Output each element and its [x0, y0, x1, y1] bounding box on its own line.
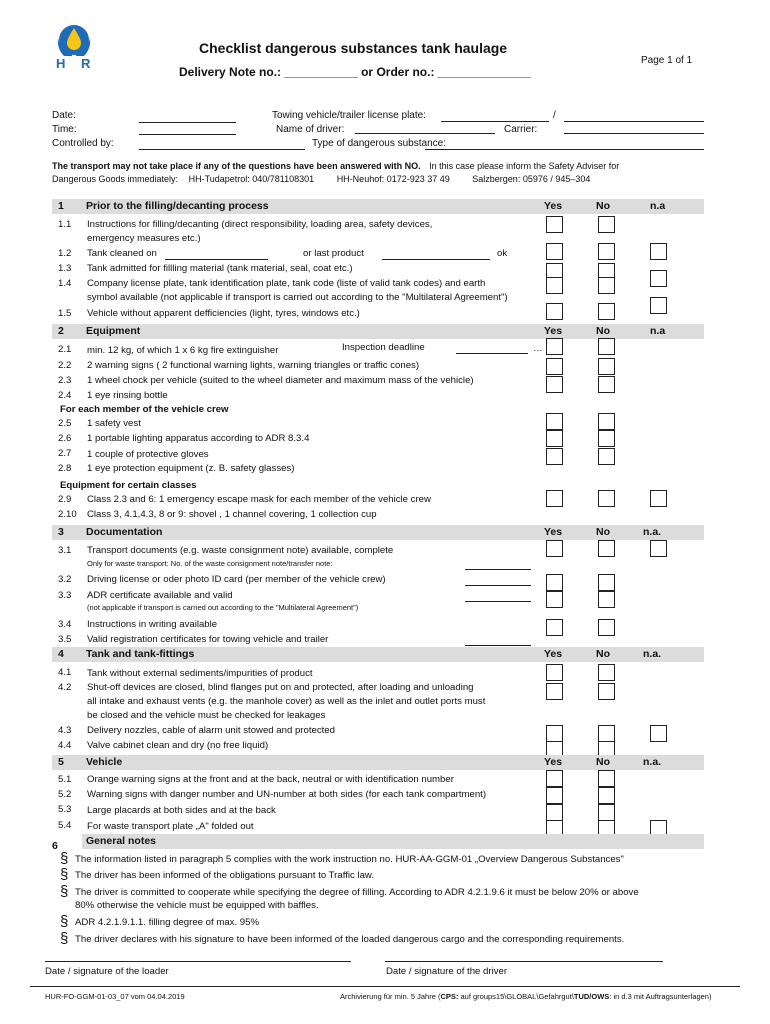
- row-num: 3.2: [58, 574, 72, 585]
- note-2: The driver has been informed of the obligations pursuant to Traffic law.: [75, 870, 374, 881]
- section-6-number: 6: [52, 840, 58, 852]
- row-num: 2.2: [58, 360, 72, 371]
- waste-consignment-field[interactable]: [465, 569, 531, 570]
- paragraph-icon: §: [60, 866, 69, 883]
- col-no: No: [596, 200, 610, 212]
- row-num: 1.3: [58, 263, 72, 274]
- tank-cleaned-field[interactable]: [165, 259, 268, 260]
- row-text: emergency measures etc.): [87, 233, 201, 244]
- note-1: The information listed in paragraph 5 complies with the work instruction no. HUR-AA-GGM-01 „Overview Dangerous Substances": [75, 854, 624, 865]
- checkbox-no[interactable]: [598, 725, 615, 742]
- checkbox-yes[interactable]: [546, 804, 563, 821]
- checkbox-yes[interactable]: [546, 574, 563, 591]
- classes-subheading: Equipment for certain classes: [60, 480, 197, 491]
- row-text: Tank without external sediments/impurities of product: [87, 668, 313, 679]
- footer-divider: [30, 986, 740, 987]
- loader-signature-field[interactable]: [45, 961, 351, 962]
- row-text: Class 2.3 and 6: 1 emergency escape mask for each member of the vehicle crew: [87, 494, 431, 505]
- section-4-number: 4: [58, 648, 64, 660]
- checkbox-yes[interactable]: [546, 770, 563, 787]
- section-2-header: [52, 324, 704, 339]
- logo-text: H R: [56, 56, 97, 71]
- towing-label: Towing vehicle/trailer license plate:: [272, 110, 426, 121]
- row-num: 2.5: [58, 418, 72, 429]
- warning-line-2: [52, 174, 590, 184]
- row-text: ADR certificate available and valid: [87, 590, 233, 601]
- row-num: 4.3: [58, 725, 72, 736]
- row-text: be closed and the vehicle must be checked for leakages: [87, 710, 326, 721]
- section-3-header: [52, 525, 704, 540]
- row-num: 2.4: [58, 390, 72, 401]
- checkbox-yes[interactable]: [546, 277, 563, 294]
- row-text: 1 portable lighting apparatus according to ADR 8.3.4: [87, 433, 310, 444]
- checkbox-no[interactable]: [598, 770, 615, 787]
- checkbox-yes[interactable]: [546, 338, 563, 355]
- driver-signature-label: Date / signature of the driver: [386, 966, 508, 977]
- row-text: Large placards at both sides and at the back: [87, 805, 276, 816]
- warning-contact-salzbergen: Salzbergen: 05976 / 945–304: [472, 174, 591, 184]
- checkbox-na[interactable]: [650, 490, 667, 507]
- substance-label: Type of dangerous substance:: [312, 138, 446, 149]
- section-3-title: Documentation: [86, 526, 163, 538]
- checkbox-yes[interactable]: [546, 303, 563, 320]
- page-number: Page 1 of 1: [641, 55, 693, 66]
- row-num: 4.4: [58, 740, 72, 751]
- delivery-note-line: Delivery Note no.: ___________ or Order no.: ______________: [179, 65, 532, 79]
- waste-note: Only for waste transport: No. of the waste consignment note/transfer note:: [87, 559, 333, 568]
- checkbox-yes[interactable]: [546, 243, 563, 260]
- row-num: 1.5: [58, 308, 72, 319]
- col-na: n.a.: [643, 756, 662, 768]
- row-num: 2.7: [58, 448, 72, 459]
- section-1-number: 1: [58, 200, 64, 212]
- trailer-plate-field[interactable]: [564, 121, 704, 122]
- adr-note: (not applicable if transport is carried out according to the "Multilateral Agreement"): [87, 603, 359, 612]
- row-num: 4.1: [58, 667, 72, 678]
- row-text: Valve cabinet clean and dry (no free liquid): [87, 740, 269, 751]
- checkbox-no[interactable]: [598, 413, 615, 430]
- row-num: 3.4: [58, 619, 72, 630]
- row-text: Instructions in writing available: [87, 619, 218, 630]
- row-text: symbol available (not applicable if transport is carried out according to the "Multilateral Agreement"): [87, 292, 508, 303]
- last-product-field[interactable]: [382, 259, 490, 260]
- col-na: n.a.: [643, 648, 662, 660]
- carrier-label: Carrier:: [504, 124, 538, 135]
- note-5: The driver declares with his signature to have been informed of the loaded dangerous cargo and the corresponding requirements.: [75, 934, 625, 945]
- checkbox-yes[interactable]: [546, 787, 563, 804]
- loader-signature-label: Date / signature of the loader: [45, 966, 169, 977]
- checkbox-no[interactable]: [598, 540, 615, 557]
- company-logo: [52, 22, 96, 70]
- checkbox-no[interactable]: [598, 664, 615, 681]
- row-text: Driving license or oder photo ID card (per member of the vehicle crew): [87, 574, 386, 585]
- row-num: 1.4: [58, 278, 72, 289]
- row-text: Instructions for filling/decanting (direct responsibility, loading area, safety devices,: [87, 219, 433, 230]
- row-text: Tank admitted for fillling material (tank material, seal, coat etc.): [87, 263, 353, 274]
- driver-field[interactable]: [355, 133, 495, 134]
- section-2-title: Equipment: [86, 325, 141, 337]
- controlled-by-field[interactable]: [139, 149, 305, 150]
- checkbox-no[interactable]: [598, 338, 615, 355]
- towing-plate-field[interactable]: [441, 121, 549, 122]
- row-num: 1.2: [58, 248, 72, 259]
- row-num: 5.3: [58, 804, 72, 815]
- row-text: Class 3, 4.1,4.3, 8 or 9: shovel , 1 channel covering, 1 collection cup: [87, 509, 377, 520]
- checkbox-no[interactable]: [598, 430, 615, 447]
- row-text: For waste transport plate „A" folded out: [87, 821, 254, 832]
- checkbox-yes[interactable]: [546, 725, 563, 742]
- col-na: n.a: [650, 200, 666, 212]
- section-6-title: General notes: [86, 835, 157, 847]
- checkbox-no[interactable]: [598, 591, 615, 608]
- checkbox-na[interactable]: [650, 540, 667, 557]
- row-text: ok: [497, 248, 508, 259]
- row-num: 2.8: [58, 463, 72, 474]
- col-na: n.a: [650, 325, 666, 337]
- row-text: Delivery nozzles, cable of alarm unit stowed and protected: [87, 725, 335, 736]
- section-4-header: [52, 647, 704, 662]
- paragraph-icon: §: [60, 850, 69, 867]
- section-5-header: [52, 755, 704, 770]
- section-2-number: 2: [58, 325, 64, 337]
- checkbox-no[interactable]: [598, 243, 615, 260]
- row-text: Shut-off devices are closed, blind flanges put on and protected, after loading and unloading: [87, 682, 474, 693]
- row-num: 1.1: [58, 219, 72, 230]
- row-text: Orange warning signs at the front and at the back, neutral or with identification number: [87, 774, 454, 785]
- paragraph-icon: §: [60, 913, 69, 930]
- footer-archive-b: CPS:: [440, 992, 459, 1001]
- checkbox-no[interactable]: [598, 303, 615, 320]
- note-3: The driver is committed to cooperate while specifying the degree of filling. According to ADR 4.2.1.9.6 it must be below 20% or above: [75, 887, 639, 898]
- checkbox-no[interactable]: [598, 787, 615, 804]
- row-num: 4.2: [58, 682, 72, 693]
- row-text: Valid registration certificates for towing vehicle and trailer: [87, 634, 329, 645]
- note-3-cont: 80% otherwise the vehicle must be equipped with baffles.: [75, 900, 319, 911]
- row-text: Transport documents (e.g. waste consignment note) available, complete: [87, 545, 394, 556]
- checkbox-no[interactable]: [598, 376, 615, 393]
- footer-archive-e: : in d.3 mit Auftragsunterlagen): [609, 992, 712, 1001]
- note-4: ADR 4.2.1.9.1.1. filling degree of max. 95%: [75, 917, 259, 928]
- checkbox-yes[interactable]: [546, 540, 563, 557]
- section-1-title: Prior to the filling/decanting process: [86, 200, 269, 212]
- checkbox-no[interactable]: [598, 574, 615, 591]
- checkbox-yes[interactable]: [546, 358, 563, 375]
- row-text: Inspection deadline: [342, 342, 425, 353]
- carrier-field[interactable]: [564, 133, 704, 134]
- col-yes: Yes: [544, 200, 563, 212]
- checkbox-yes[interactable]: [546, 490, 563, 507]
- checkbox-na[interactable]: [650, 243, 667, 260]
- warning-dg: Dangerous Goods immediately:: [52, 174, 179, 184]
- paragraph-icon: §: [60, 883, 69, 900]
- row-text: 1 couple of protective gloves: [87, 449, 209, 460]
- row-text: Company license plate, tank identification plate, tank code (liste of valid tank codes) and earth: [87, 278, 486, 289]
- section-3-number: 3: [58, 526, 64, 538]
- registration-field[interactable]: [465, 645, 531, 646]
- row-text: or last product: [303, 248, 364, 259]
- time-field[interactable]: [139, 134, 236, 135]
- checkbox-yes[interactable]: [546, 216, 563, 233]
- col-no: No: [596, 648, 610, 660]
- row-num: 2.1: [58, 344, 72, 355]
- row-num: 3.5: [58, 634, 72, 645]
- section-4-title: Tank and tank-fittings: [86, 648, 195, 660]
- warning-rest: In this case please inform the Safety Adviser for: [429, 161, 620, 171]
- col-yes: Yes: [544, 756, 563, 768]
- paragraph-icon: §: [60, 930, 69, 947]
- row-text: Vehicle without apparent defficiencies (light, tyres, windows etc.): [87, 308, 360, 319]
- row-num: 5.1: [58, 774, 72, 785]
- row-text: 1 wheel chock per vehicle (suited to the wheel diameter and maximum mass of the vehicle): [87, 375, 474, 386]
- document-title: Checklist dangerous substances tank haulage: [199, 40, 508, 56]
- checkbox-no[interactable]: [598, 448, 615, 465]
- section-6-header: [82, 834, 704, 849]
- checkbox-yes[interactable]: [546, 619, 563, 636]
- row-num: 2.9: [58, 494, 72, 505]
- checkbox-no[interactable]: [598, 216, 615, 233]
- footer-archive-d: TUD/OWS: [573, 992, 610, 1001]
- driving-license-field[interactable]: [465, 585, 531, 586]
- col-no: No: [596, 325, 610, 337]
- section-1-header: [52, 199, 704, 214]
- controlled-by-label: Controlled by:: [52, 138, 114, 149]
- row-text: Tank cleaned on: [87, 248, 157, 259]
- section-5-number: 5: [58, 756, 64, 768]
- row-text: all intake and exhaust vents (e.g. the manhole cover) as well as the inlet and outlet ports must: [87, 696, 486, 707]
- row-num: 3.1: [58, 545, 72, 556]
- inspection-deadline-field[interactable]: [456, 353, 528, 354]
- col-no: No: [596, 756, 610, 768]
- row-text: 1 safety vest: [87, 418, 141, 429]
- footer-archive-a: Archivierung für min. 5 Jahre (: [340, 992, 441, 1001]
- checkbox-no[interactable]: [598, 490, 615, 507]
- checkbox-yes[interactable]: [546, 591, 563, 608]
- footer-archive-note: [340, 992, 711, 1001]
- driver-signature-field[interactable]: [385, 961, 663, 962]
- checkbox-yes[interactable]: [546, 376, 563, 393]
- row-num: 2.3: [58, 375, 72, 386]
- date-field[interactable]: [139, 122, 236, 123]
- checkbox-yes[interactable]: [546, 413, 563, 430]
- col-yes: Yes: [544, 325, 563, 337]
- slash-separator: /: [553, 110, 556, 121]
- row-text: 2 warning signs ( 2 functional warning lights, warning triangles or traffic cones): [87, 360, 420, 371]
- col-yes: Yes: [544, 648, 563, 660]
- checkbox-yes[interactable]: [546, 683, 563, 700]
- row-text: min. 12 kg, of which 1 x 6 kg fire extinguisher: [87, 345, 279, 356]
- time-label: Time:: [52, 124, 77, 135]
- row-text: 1 eye protection equipment (z. B. safety glasses): [87, 463, 295, 474]
- row-num: 2.6: [58, 433, 72, 444]
- footer-form-id: HUR-FO-GGM-01-03_07 vom 04.04.2019: [45, 992, 185, 1001]
- driver-label: Name of driver:: [276, 124, 345, 135]
- row-num: 2.10: [58, 509, 77, 520]
- date-label: Date:: [52, 110, 76, 121]
- checkbox-no[interactable]: [598, 683, 615, 700]
- checkbox-no[interactable]: [598, 277, 615, 294]
- row-text: 1 eye rinsing bottle: [87, 390, 168, 401]
- checkbox-no[interactable]: [598, 804, 615, 821]
- warning-line-1: [52, 161, 619, 171]
- checkbox-na[interactable]: [650, 270, 667, 287]
- checkbox-no[interactable]: [598, 619, 615, 636]
- warning-contact-tudapetrol: HH-Tudapetrol: 040/781108301: [188, 174, 315, 184]
- col-na: n.a.: [643, 526, 662, 538]
- footer-archive-c: auf groups15\GLOBAL\Gefahrgut\: [458, 992, 574, 1001]
- section-5-title: Vehicle: [86, 756, 123, 768]
- row-num: 3.3: [58, 590, 72, 601]
- row-text: Warning signs with danger number and UN-number at both sides (for each tank compartment): [87, 789, 487, 800]
- col-yes: Yes: [544, 526, 563, 538]
- warning-bold: The transport may not take place if any of the questions have been answered with NO.: [52, 161, 421, 171]
- checkbox-na[interactable]: [650, 725, 667, 742]
- row-num: 5.2: [58, 789, 72, 800]
- row-text: …: [533, 343, 543, 354]
- checkbox-yes[interactable]: [546, 448, 563, 465]
- checkbox-yes[interactable]: [546, 430, 563, 447]
- checkbox-yes[interactable]: [546, 664, 563, 681]
- crew-subheading: For each member of the vehicle crew: [60, 404, 229, 415]
- warning-contact-neuhof: HH-Neuhof: 0172-923 37 49: [336, 174, 450, 184]
- checkbox-no[interactable]: [598, 358, 615, 375]
- checkbox-na[interactable]: [650, 297, 667, 314]
- row-num: 5.4: [58, 820, 72, 831]
- col-no: No: [596, 526, 610, 538]
- substance-field[interactable]: [425, 149, 704, 150]
- adr-certificate-field[interactable]: [465, 601, 531, 602]
